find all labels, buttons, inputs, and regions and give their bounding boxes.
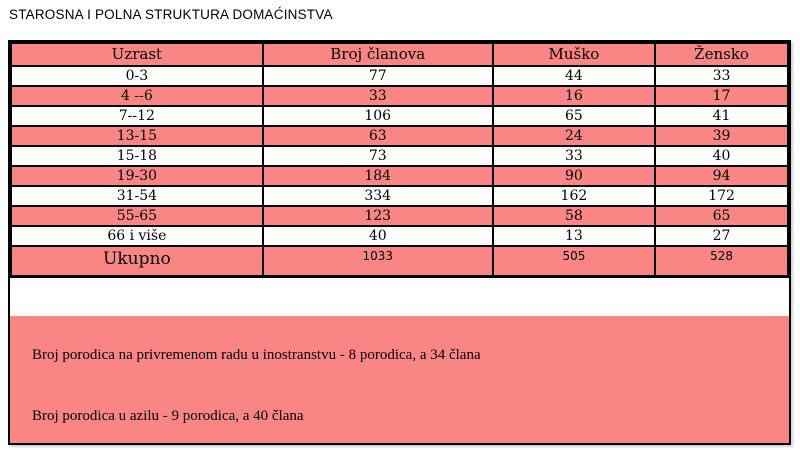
household-structure-panel <box>8 40 791 445</box>
header-row <box>11 43 788 66</box>
value-cell: 33 <box>493 146 655 166</box>
value-cell: 65 <box>493 106 655 126</box>
empty-spacer-row <box>10 278 789 316</box>
table-row <box>11 146 788 166</box>
age-range-cell: 15-18 <box>11 146 263 166</box>
total-male-cell: 505 <box>493 246 655 277</box>
value-cell: 162 <box>493 186 655 206</box>
note-abroad-work: Broj porodica na privremenom radu u inostranstvu - 8 porodica, a 34 člana <box>32 347 481 363</box>
value-cell: 123 <box>263 206 493 226</box>
age-range-cell: 0-3 <box>11 66 263 86</box>
age-range-cell: 7--12 <box>11 106 263 126</box>
value-cell: 17 <box>655 86 788 106</box>
value-cell: 33 <box>263 86 493 106</box>
value-cell: 77 <box>263 66 493 86</box>
value-cell: 40 <box>263 226 493 246</box>
value-cell: 334 <box>263 186 493 206</box>
page-title: STAROSNA I POLNA STRUKTURA DOMAĆINSTVA <box>9 7 333 22</box>
value-cell: 106 <box>263 106 493 126</box>
total-members-cell: 1033 <box>263 246 493 277</box>
note-asylum: Broj porodica u azilu - 9 porodica, a 40 člana <box>32 408 304 424</box>
notes-section <box>10 316 789 443</box>
value-cell: 24 <box>493 126 655 146</box>
column-header-broj-clanova: Broj članova <box>263 43 493 66</box>
total-row <box>11 246 788 277</box>
column-header-musko: Muško <box>493 43 655 66</box>
table-row <box>11 206 788 226</box>
age-range-cell: 31-54 <box>11 186 263 206</box>
value-cell: 33 <box>655 66 788 86</box>
value-cell: 39 <box>655 126 788 146</box>
age-range-cell: 19-30 <box>11 166 263 186</box>
table-body <box>11 66 788 246</box>
total-label: Ukupno <box>11 246 263 277</box>
column-header-zensko: Žensko <box>655 43 788 66</box>
value-cell: 94 <box>655 166 788 186</box>
table-row <box>11 86 788 106</box>
age-structure-table <box>10 42 789 278</box>
age-range-cell: 66 i više <box>11 226 263 246</box>
value-cell: 40 <box>655 146 788 166</box>
value-cell: 65 <box>655 206 788 226</box>
age-range-cell: 55-65 <box>11 206 263 226</box>
value-cell: 184 <box>263 166 493 186</box>
value-cell: 27 <box>655 226 788 246</box>
total-female-cell: 528 <box>655 246 788 277</box>
value-cell: 13 <box>493 226 655 246</box>
value-cell: 44 <box>493 66 655 86</box>
column-header-uzrast: Uzrast <box>11 43 263 66</box>
age-range-cell: 4 --6 <box>11 86 263 106</box>
table-row <box>11 106 788 126</box>
value-cell: 73 <box>263 146 493 166</box>
value-cell: 90 <box>493 166 655 186</box>
value-cell: 172 <box>655 186 788 206</box>
value-cell: 16 <box>493 86 655 106</box>
value-cell: 63 <box>263 126 493 146</box>
value-cell: 58 <box>493 206 655 226</box>
table-row <box>11 226 788 246</box>
table-row <box>11 126 788 146</box>
table-row <box>11 166 788 186</box>
table-row <box>11 186 788 206</box>
table-row <box>11 66 788 86</box>
value-cell: 41 <box>655 106 788 126</box>
age-range-cell: 13-15 <box>11 126 263 146</box>
